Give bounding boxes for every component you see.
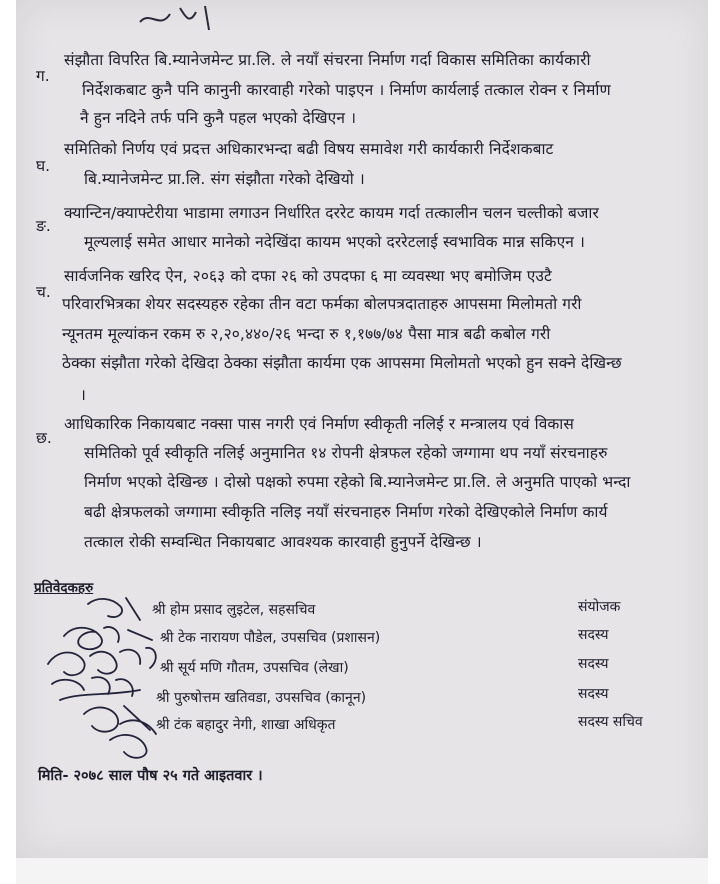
signatory-name: श्री होम प्रसाद लुइटेल, सहसचिव <box>152 602 316 618</box>
signatory-role: सदस्य सचिव <box>578 714 643 730</box>
paragraph-line: न्यूनतम मूल्यांकन रकम रु २,२०,४४०/२६ भन्दा रु १,१७७/७४ पैसा मात्र बढी कबोल गरी <box>62 325 551 343</box>
paragraph-line: समितिको पूर्व स्वीकृति नलिई अनुमानित १४ रोपनी क्षेत्रफल रहेको जग्गामा थप नयाँ संरचनाहरु <box>84 444 608 462</box>
paragraph-line: मूल्यलाई समेत आधार मानेको नदेखिंदा कायम भएको दररेटलाई स्वभाविक मान्न सकिएन । <box>84 233 585 251</box>
signatory-name: श्री पुरुषोत्तम खतिवडा, उपसचिव (कानून) <box>156 690 367 706</box>
signatory-role: सदस्य <box>578 627 609 643</box>
paragraph-marker: छ. <box>36 429 52 447</box>
signatory-role: संयोजक <box>578 599 621 615</box>
paragraph-line: परिवारभित्रका शेयर सदस्यहरु रहेका तीन वटा फर्मका बोलपत्रदाताहरु आपसमा मिलोमतो गरी <box>62 295 582 313</box>
paragraph-line: तत्काल रोकी सम्वन्धित निकायबाट आवश्यक कारवाही हुनुपर्ने देखिन्छ । <box>84 533 482 551</box>
signatory-role: सदस्य <box>578 686 609 702</box>
paragraph-line: क्यान्टिन/क्याफ्टेरीया भाडामा लगाउन निर्धारित दररेट कायम गर्दा तत्कालीन चलन चल्तीको बजार <box>64 204 599 222</box>
paragraph-line: । <box>80 386 86 404</box>
signatory-name: श्री सूर्य मणि गौतम, उपसचिव (लेखा) <box>160 660 349 676</box>
paragraph-marker: च. <box>36 283 51 301</box>
paragraph-line: निर्माण भएको देखिन्छ । दोस्रो पक्षको रुपमा रहेको बि.म्यानेजमेन्ट प्रा.लि. ले अनुमति पाएको भन्दा <box>84 473 631 491</box>
paragraph-line: बि.म्यानेजमेन्ट प्रा.लि. संग संझौता गरेको देखियो । <box>84 170 365 188</box>
paragraph-marker: ङ. <box>36 217 51 235</box>
signatory-name: श्री टंक बहादुर नेगी, शाखा अधिकृत <box>156 717 336 733</box>
signatory-role: सदस्य <box>578 656 609 672</box>
paragraph-line: ठेक्का संझौता गरेको देखिदा ठेक्का संझौता कार्यमा एक आपसमा मिलोमतो भएको हुन सक्ने देखिन्छ <box>62 354 622 372</box>
paragraph-line: समितिको निर्णय एवं प्रदत्त अधिकारभन्दा बढी विषय समावेश गरी कार्यकारी निर्देशकबाट <box>64 140 554 158</box>
report-date: मिति- २०७८ साल पौष २५ गते आइतवार । <box>38 768 263 784</box>
paragraph-line: नै हुन नदिने तर्फ पनि कुनै पहल भएको देखिएन । <box>80 109 357 127</box>
paragraph-line: निर्देशकबाट कुनै पनि कानुनी कारवाही गरेको पाइएन । निर्माण कार्यलाई तत्काल रोक्न र निर्माण <box>82 81 611 99</box>
paragraph-line: संझौता विपरित बि.म्यानेजमेन्ट प्रा.लि. ले नयाँ संचरना निर्माण गर्दा विकास समितिका कार्यकारी <box>64 51 591 69</box>
paragraph-line: सार्वजनिक खरिद ऐन, २०६३ को दफा २६ को उपदफा ६ मा व्यवस्था भए बमोजिम एउटै <box>64 267 552 285</box>
signatories-header: प्रतिवेदकहरु <box>34 580 94 596</box>
paragraph-marker: ग. <box>36 67 50 85</box>
paragraph-marker: घ. <box>36 157 51 175</box>
paragraph-line: आधिकारिक निकायबाट नक्सा पास नगरी एवं निर्माण स्वीकृती नलिई र मन्त्रालय एवं विकास <box>64 415 575 433</box>
signatory-name: श्री टेक नारायण पौडेल, उपसचिव (प्रशासन) <box>160 630 381 646</box>
paragraph-line: बढी क्षेत्रफलको जग्गामा स्वीकृति नलिइ नयाँ संरचनाहरु निर्माण गरेको देखिएकोले निर्माण कार्य <box>84 503 608 521</box>
